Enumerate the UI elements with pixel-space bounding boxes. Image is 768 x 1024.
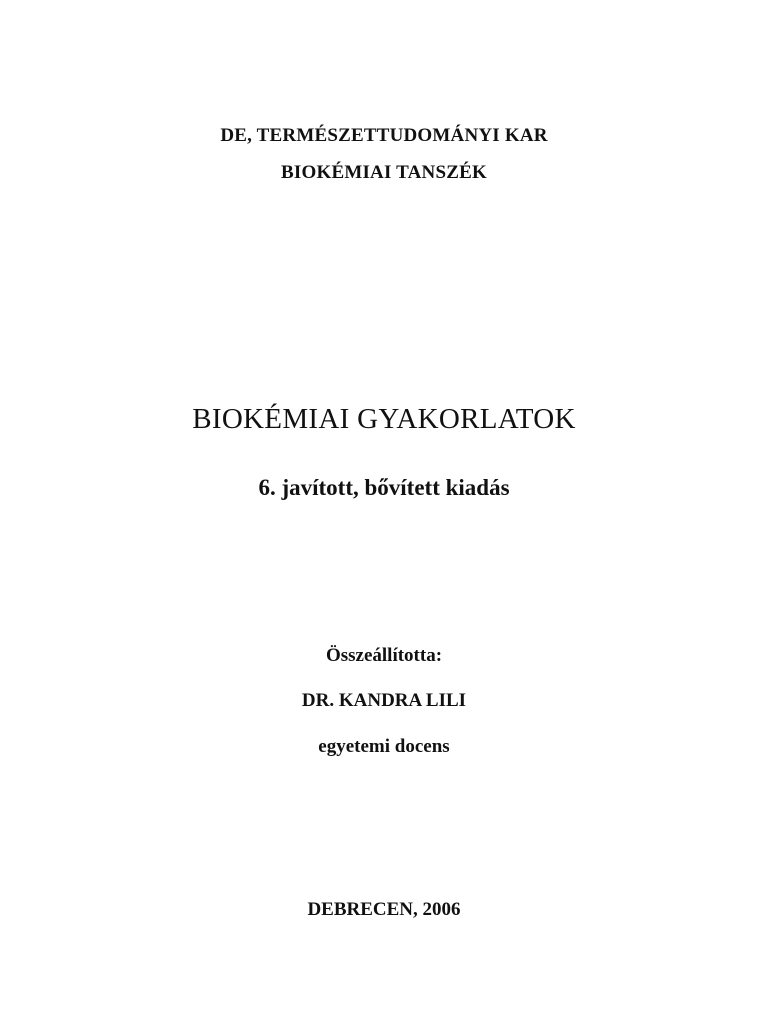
compiled-by-label: Összeállította: (325, 645, 443, 666)
faculty-heading: DE, TERMÉSZETTUDOMÁNYI KAR (220, 125, 548, 146)
author-position: egyetemi docens (318, 736, 450, 757)
document-title: BIOKÉMIAI GYAKORLATOK (192, 403, 576, 435)
department-heading: BIOKÉMIAI TANSZÉK (281, 162, 487, 183)
edition-subtitle: 6. javított, bővített kiadás (258, 475, 510, 500)
place-and-year: DEBRECEN, 2006 (307, 899, 461, 920)
author-name: DR. KANDRA LILI (301, 690, 467, 711)
